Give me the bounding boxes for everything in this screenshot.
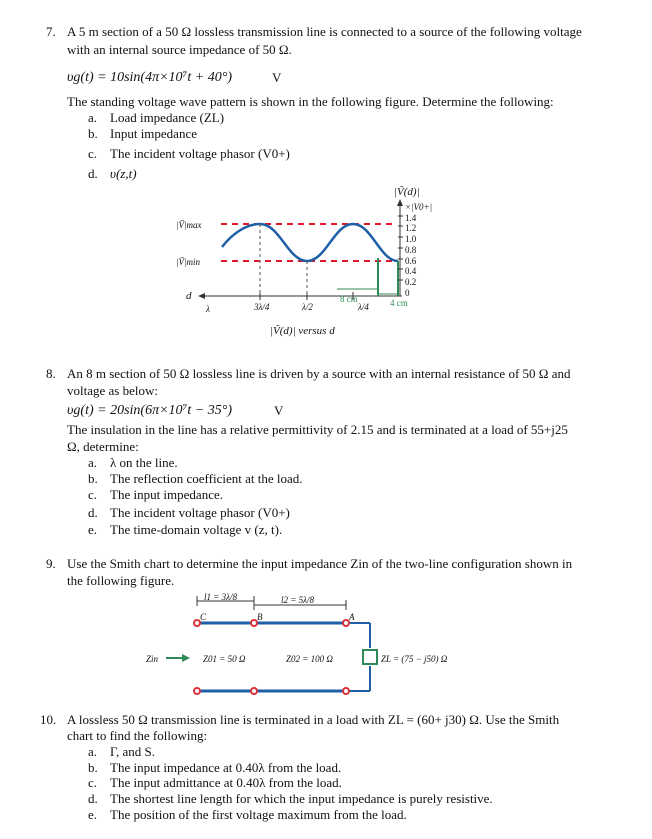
y-axis-label: |Ṽ(d)|: [394, 186, 420, 198]
d-axis-label: d: [186, 290, 192, 302]
l1-label: l1 = 3λ/8: [204, 592, 237, 602]
node-B-label: B: [257, 612, 263, 622]
standing-wave-curve: [222, 224, 398, 261]
q10-item-text: Γ, and S.: [110, 744, 155, 759]
q8-item-letter: a.: [88, 455, 98, 470]
q8-text-line1: An 8 m section of 50 Ω lossless line is driven by a source with an internal resistance of 50 Ω and: [67, 366, 571, 381]
q10-item-text: The position of the first voltage maximum from the load.: [110, 807, 407, 822]
q7-number: 7.: [46, 24, 56, 39]
q8-item-text: The incident voltage phasor (V0+): [110, 505, 290, 520]
q8-item-text: The reflection coefficient at the load.: [110, 471, 303, 486]
d-axis-arrow: [198, 293, 205, 299]
q8-item-letter: e.: [88, 522, 98, 537]
q10-item-letter: b.: [88, 760, 98, 775]
q10-number: 10.: [40, 712, 57, 727]
q7-item-letter: c.: [88, 146, 98, 161]
q8-text-line4: Ω, determine:: [67, 439, 139, 454]
v-axis-arrow: [397, 199, 403, 206]
q9-text-line1: Use the Smith chart to determine the input impedance Zin of the two-line configuration shown in: [67, 556, 573, 571]
q8-number: 8.: [46, 366, 56, 381]
l2-label: l2 = 5λ/8: [281, 595, 314, 605]
q10-text-line2: chart to find the following:: [67, 728, 208, 743]
y-tick-label: 0.4: [405, 266, 417, 276]
q7-item-text: The incident voltage phasor (V0+): [110, 146, 290, 161]
q8-text-line2: voltage as below:: [67, 383, 158, 398]
q10-item-letter: a.: [88, 744, 98, 759]
node-C-label: C: [200, 612, 207, 622]
node-C-bottom: [194, 688, 200, 694]
q9-number: 9.: [46, 556, 56, 571]
y-tick-label: 0: [405, 288, 410, 298]
zl-label: ZL = (75 − j50) Ω: [381, 654, 448, 664]
cm4-label: 4 cm: [390, 298, 408, 308]
z01-label: Z01 = 50 Ω: [203, 654, 246, 664]
x-tick-label: 3λ/4: [254, 302, 270, 312]
q10-item-letter: c.: [88, 775, 98, 790]
q8-equation: υg(t) = 20sin(6π×10⁷t − 35°): [67, 403, 233, 418]
q7-item-letter: a.: [88, 110, 98, 125]
y-axis-label-2: ×|V0+|: [405, 202, 433, 212]
x-tick-label: λ/2: [302, 302, 313, 312]
zin-label: Zin: [146, 654, 159, 664]
figure-caption: |Ṽ(d)| versus d: [270, 325, 335, 337]
q8-equation-unit: V: [274, 403, 284, 418]
q10-item-text: The input admittance at 0.40λ from the load.: [110, 775, 342, 790]
q10-item-text: The shortest line length for which the input impedance is purely resistive.: [110, 791, 493, 806]
q7-equation-unit: V: [272, 70, 282, 85]
q9-text-line2: the following figure.: [67, 573, 175, 588]
q10-text-line1: A lossless 50 Ω transmission line is terminated in a load with ZL = (60+ j30) Ω. Use the Smith: [67, 712, 560, 727]
q10-item-text: The input impedance at 0.40λ from the load.: [110, 760, 342, 775]
q7-prompt: The standing voltage wave pattern is shown in the following figure. Determine the following:: [67, 94, 554, 109]
node-A-label: A: [349, 612, 355, 622]
q7-item-letter: b.: [88, 126, 98, 141]
q7-item-text: Input impedance: [110, 126, 197, 141]
y-tick-label: 0.6: [405, 256, 417, 266]
node-A-bottom: [343, 688, 349, 694]
q8-text-line3: The insulation in the line has a relative permittivity of 2.15 and is terminated at a load of 55+j25: [67, 422, 568, 437]
q7-text-line1: A 5 m section of a 50 Ω lossless transmission line is connected to a source of the following voltage: [67, 24, 582, 39]
q8-item-text: The time-domain voltage v (z, t).: [110, 522, 283, 537]
cm8-label: 8 cm: [340, 294, 358, 304]
z02-label: Z02 = 100 Ω: [286, 654, 333, 664]
q8-item-text: λ on the line.: [110, 455, 178, 470]
y-tick-label: 1.4: [405, 213, 417, 223]
q10-item-letter: d.: [88, 791, 98, 806]
q10-item-letter: e.: [88, 807, 98, 822]
q8-item-letter: d.: [88, 505, 98, 520]
q8-item-letter: c.: [88, 487, 98, 502]
q8-item-text: The input impedance.: [110, 487, 223, 502]
x-tick-label: λ/4: [358, 302, 369, 312]
y-tick-label: 1.0: [405, 234, 417, 244]
load-impedance-box: [363, 650, 377, 664]
q7-item-letter: d.: [88, 166, 98, 181]
q7-item-text: υ(z,t): [110, 166, 137, 181]
vmin-label: |Ṽ|min: [176, 257, 200, 267]
y-tick-label: 0.8: [405, 245, 417, 255]
q8-item-letter: b.: [88, 471, 98, 486]
x-tick-label: λ: [206, 304, 210, 314]
q7-item-text: Load impedance (ZL): [110, 110, 225, 125]
vmax-label: |Ṽ|max: [176, 220, 202, 230]
q7-equation: υg(t) = 10sin(4π×10⁷t + 40°): [67, 70, 233, 85]
node-B-bottom: [251, 688, 257, 694]
y-tick-label: 0.2: [405, 277, 417, 287]
y-tick-label: 1.2: [405, 223, 417, 233]
q7-text-line2: with an internal source impedance of 50 Ω.: [67, 42, 292, 57]
